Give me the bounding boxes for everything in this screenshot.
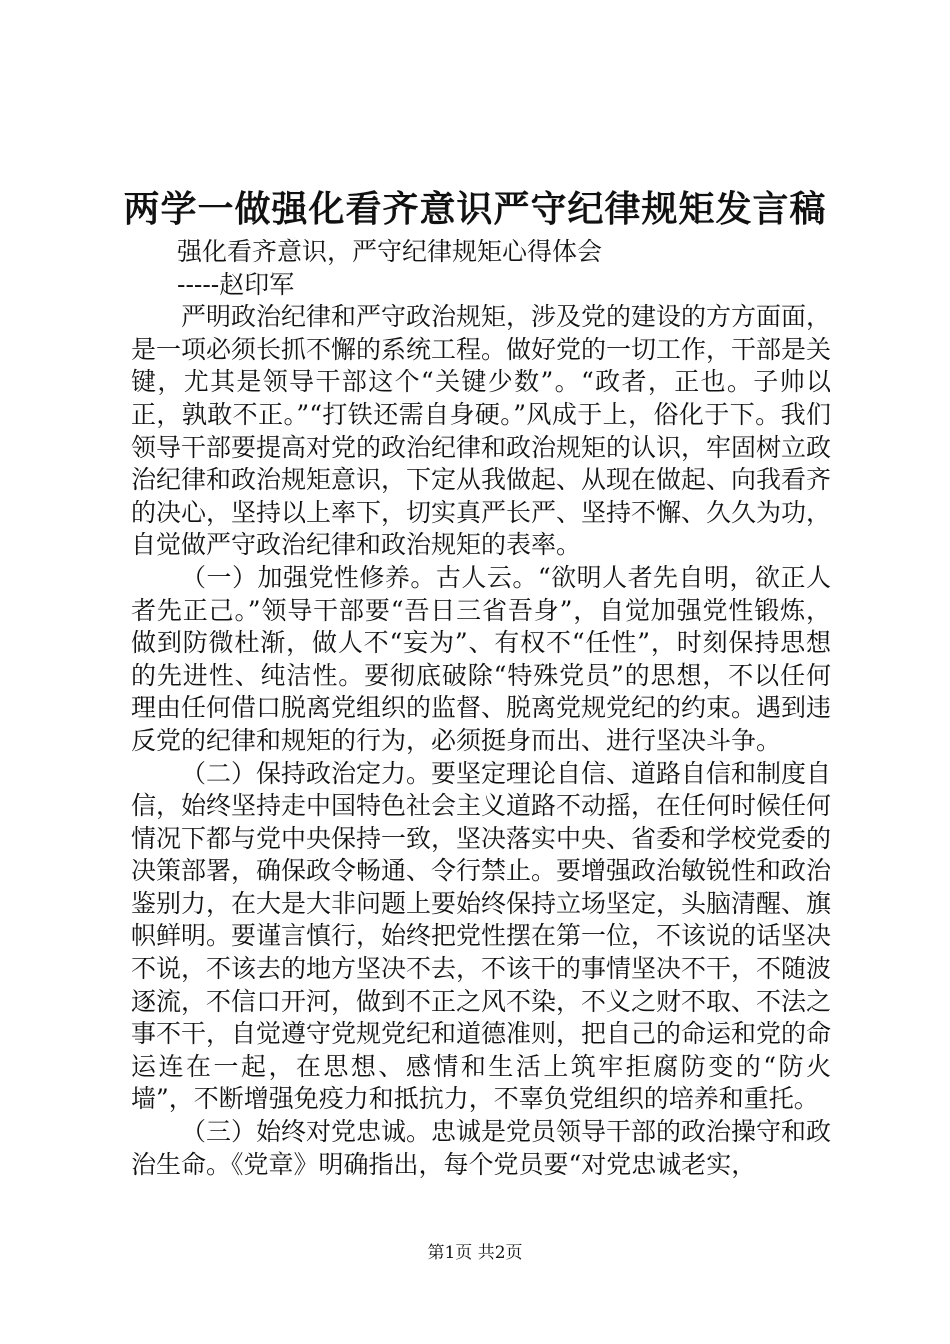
page-footer: 第1页 共2页: [427, 1243, 523, 1263]
document-subtitle: 强化看齐意识，严守纪律规矩心得体会: [177, 237, 603, 266]
document-body: [131, 236, 831, 1181]
paragraph-intro: 严明政治纪律和严守政治规矩，涉及党的建设的方方面面，是一项必须长抓不懈的系统工程。做好党的一切工作，干部是关键，尤其是领导干部这个“关键少数”。“政者，正也。子帅以正，孰敢不正。”“打铁还需自身硬。”风成于上，俗化于下。我们领导干部要提高对党的政治纪律和政治规矩的认识，牢固树立政治纪律和政治规矩意识，下定从我做起、从现在做起、向我看齐的决心，坚持以上率下，切实真严长严、坚持不懈、久久为功，自觉做严守政治纪律和政治规矩的表率。: [131, 302, 832, 560]
paragraph-section-2: （二）保持政治定力。要坚定理论自信、道路自信和制度自信，始终坚持走中国特色社会主义道路不动摇，在任何时候任何情况下都与党中央保持一致，坚决落实中央、省委和学校党委的决策部署，确保政令畅通、令行禁止。要增强政治敏锐性和政治鉴别力，在大是大非问题上要始终保持立场坚定，头脑清醒、旗帜鲜明。要谨言慎行，始终把党性摆在第一位，不该说的话坚决不说，不该去的地方坚决不去，不该干的事情坚决不干，不随波逐流，不信口开河，做到不正之风不染，不义之财不取、不法之事不干，自觉遵守党规党纪和道德准则，把自己的命运和党的命运连在一起，在思想、感情和生活上筑牢拒腐防变的“防火墙”，不断增强免疫力和抵抗力，不辜负党组织的培养和重托。: [131, 758, 832, 1114]
paragraph-section-1: （一）加强党性修养。古人云。“欲明人者先自明，欲正人者先正己。”领导干部要“吾日三省吾身”，自觉加强党性锻炼，做到防微杜渐，做人不“妄为”、有权不“任性”，时刻保持思想的先进性、纯洁性。要彻底破除“特殊党员”的思想，不以任何理由任何借口脱离党组织的监督、脱离党规党纪的约束。遇到违反党的纪律和规矩的行为，必须挺身而出、进行坚决斗争。: [131, 562, 832, 755]
paragraph-section-3: （三）始终对党忠诚。忠诚是党员领导干部的政治操守和政治生命。《党章》明确指出，每个党员要“对党忠诚老实，: [131, 1117, 832, 1179]
document-title: 两学一做强化看齐意识严守纪律规矩发言稿: [123, 188, 827, 230]
document-author: -----赵印军: [177, 269, 295, 299]
